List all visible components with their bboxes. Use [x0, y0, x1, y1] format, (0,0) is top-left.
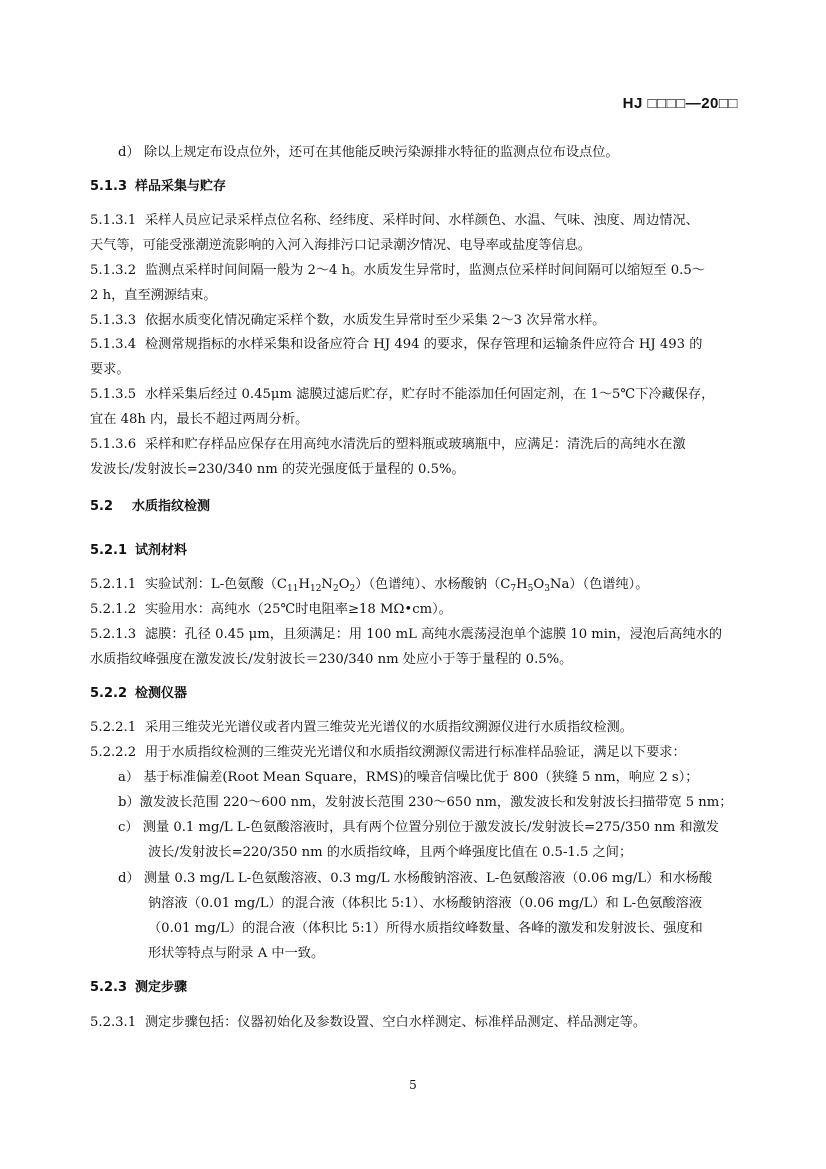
clause-5-2-2-2: 5.2.2.2 用于水质指纹检测的三维荧光光谱仪和水质指纹溯源仪需进行标准样品验证，满足以下要求： — [90, 745, 686, 760]
clause-5-2-2-1: 5.2.2.1 采用三维荧光光谱仪或者内置三维荧光光谱仪的水质指纹溯源仪进行水质指纹检测。 — [90, 720, 633, 735]
list-item-b: b）激发波长范围 220～600 nm，发射波长范围 230～650 nm，激发波长和发射波长扫描带宽 5 nm； — [118, 795, 733, 810]
section-heading-5-2-1: 5.2.1 试剂材料 — [90, 543, 188, 558]
clause-5-1-3-2-cont: 2 h，直至溯源结束。 — [90, 288, 217, 303]
clause-5-1-3-1: 5.1.3.1 采样人员应记录采样点位名称、经纬度、采样时间、水样颜色、水温、气味、浊度、周边情况、 — [90, 213, 699, 228]
clause-5-1-3-6: 5.1.3.6 采样和贮存样品应保存在用高纯水清洗后的塑料瓶或玻璃瓶中，应满足：清洗后的高纯水在激 — [90, 437, 686, 452]
document-header: HJ □□□□—20□□ — [622, 95, 738, 112]
clause-5-1-3-2: 5.1.3.2 监测点采样时间间隔一般为 2～4 h。水质发生异常时，监测点位采样时间间隔可以缩短至 0.5～ — [90, 263, 705, 278]
section-heading-5-2: 5.2 水质指纹检测 — [90, 499, 211, 514]
clause-5-2-1-1: 5.2.1.1 实验试剂：L-色氨酸$(C_{11}H_{12}N_2O_2)$（色谱纯）、水杨酸钠$(C_7H_5O_3Na)$（色谱纯）。 — [90, 577, 649, 594]
clause-5-2-1-3-cont: 水质指纹峰强度在激发波长/发射波长＝230/340 nm 处应小于等于量程的 0.5%。 — [90, 652, 573, 667]
clause-5-1-3-6-cont: 发波长/发射波长=230/340 nm 的荧光强度低于量程的 0.5%。 — [90, 462, 465, 477]
clause-5-1-3-4-cont: 要求。 — [90, 362, 130, 377]
section-heading-5-2-2: 5.2.2 检测仪器 — [90, 686, 188, 701]
clause-5-1-3-5: 5.1.3.5 水样采集后经过 0.45μm 滤膜过滤后贮存，贮存时不能添加任何固定剂，在 1～5℃下冷藏保存， — [90, 387, 715, 402]
section-heading-5-2-3: 5.2.3 测定步骤 — [90, 980, 188, 995]
list-item-c-cont: 波长/发射波长=220/350 nm 的水质指纹峰，且两个峰强度比值在 0.5-1.5 之间； — [148, 845, 633, 860]
list-item-d2-cont1: 钠溶液（0.01 mg/L）的混合液（体积比 5:1）、水杨酸钠溶液（0.06 mg/L）和 L-色氨酸溶液 — [148, 896, 703, 911]
clause-5-2-1-3: 5.2.1.3 滤膜：孔径 0.45 μm，且须满足：用 100 mL 高纯水震荡浸泡单个滤膜 10 min，浸泡后高纯水的 — [90, 627, 723, 642]
clause-5-1-3-5-cont: 宜在 48h 内，最长不超过两周分析。 — [90, 412, 309, 427]
list-item-d: d） 除以上规定布设点位外，还可在其他能反映污染源排水特征的监测点位布设点位。 — [118, 145, 619, 160]
list-item-a: a） 基于标准偏差(Root Mean Square，RMS)的噪音信噪比优于 800（狭缝 5 nm，响应 2 s）； — [118, 770, 699, 785]
list-item-c: c） 测量 0.1 mg/L L-色氨酸溶液时，具有两个位置分别位于激发波长/发射波长=275/350 nm 和激发 — [118, 820, 719, 835]
clause-5-1-3-4: 5.1.3.4 检测常规指标的水样采集和设备应符合 HJ 494 的要求，保存管理和运输条件应符合 HJ 493 的 — [90, 337, 703, 352]
clause-5-2-3-1: 5.2.3.1 测定步骤包括：仪器初始化及参数设置、空白水样测定、标准样品测定、样品测定等。 — [90, 1015, 647, 1030]
list-item-d2-cont3: 形状等特点与附录 A 中一致。 — [148, 946, 325, 961]
list-item-d2-cont2: （0.01 mg/L）的混合液（体积比 5:1）所得水质指纹峰数量、各峰的激发和发射波长、强度和 — [148, 921, 703, 936]
clause-5-2-1-2: 5.2.1.2 实验用水：高纯水（25℃时电阻率≥18 MΩ•cm）。 — [90, 602, 452, 617]
clause-5-1-3-1-cont: 天气等，可能受涨潮逆流影响的入河入海排污口记录潮汐情况、电导率或盐度等信息。 — [90, 238, 592, 253]
list-item-d2: d） 测量 0.3 mg/L L-色氨酸溶液、0.3 mg/L 水杨酸钠溶液、L-色氨酸溶液（0.06 mg/L）和水杨酸 — [118, 871, 713, 886]
section-heading-5-1-3: 5.1.3 样品采集与贮存 — [90, 179, 227, 194]
page-number: 5 — [409, 1078, 417, 1092]
clause-5-1-3-3: 5.1.3.3 依据水质变化情况确定采样个数，水质发生异常时至少采集 2～3 次异常水样。 — [90, 313, 606, 328]
